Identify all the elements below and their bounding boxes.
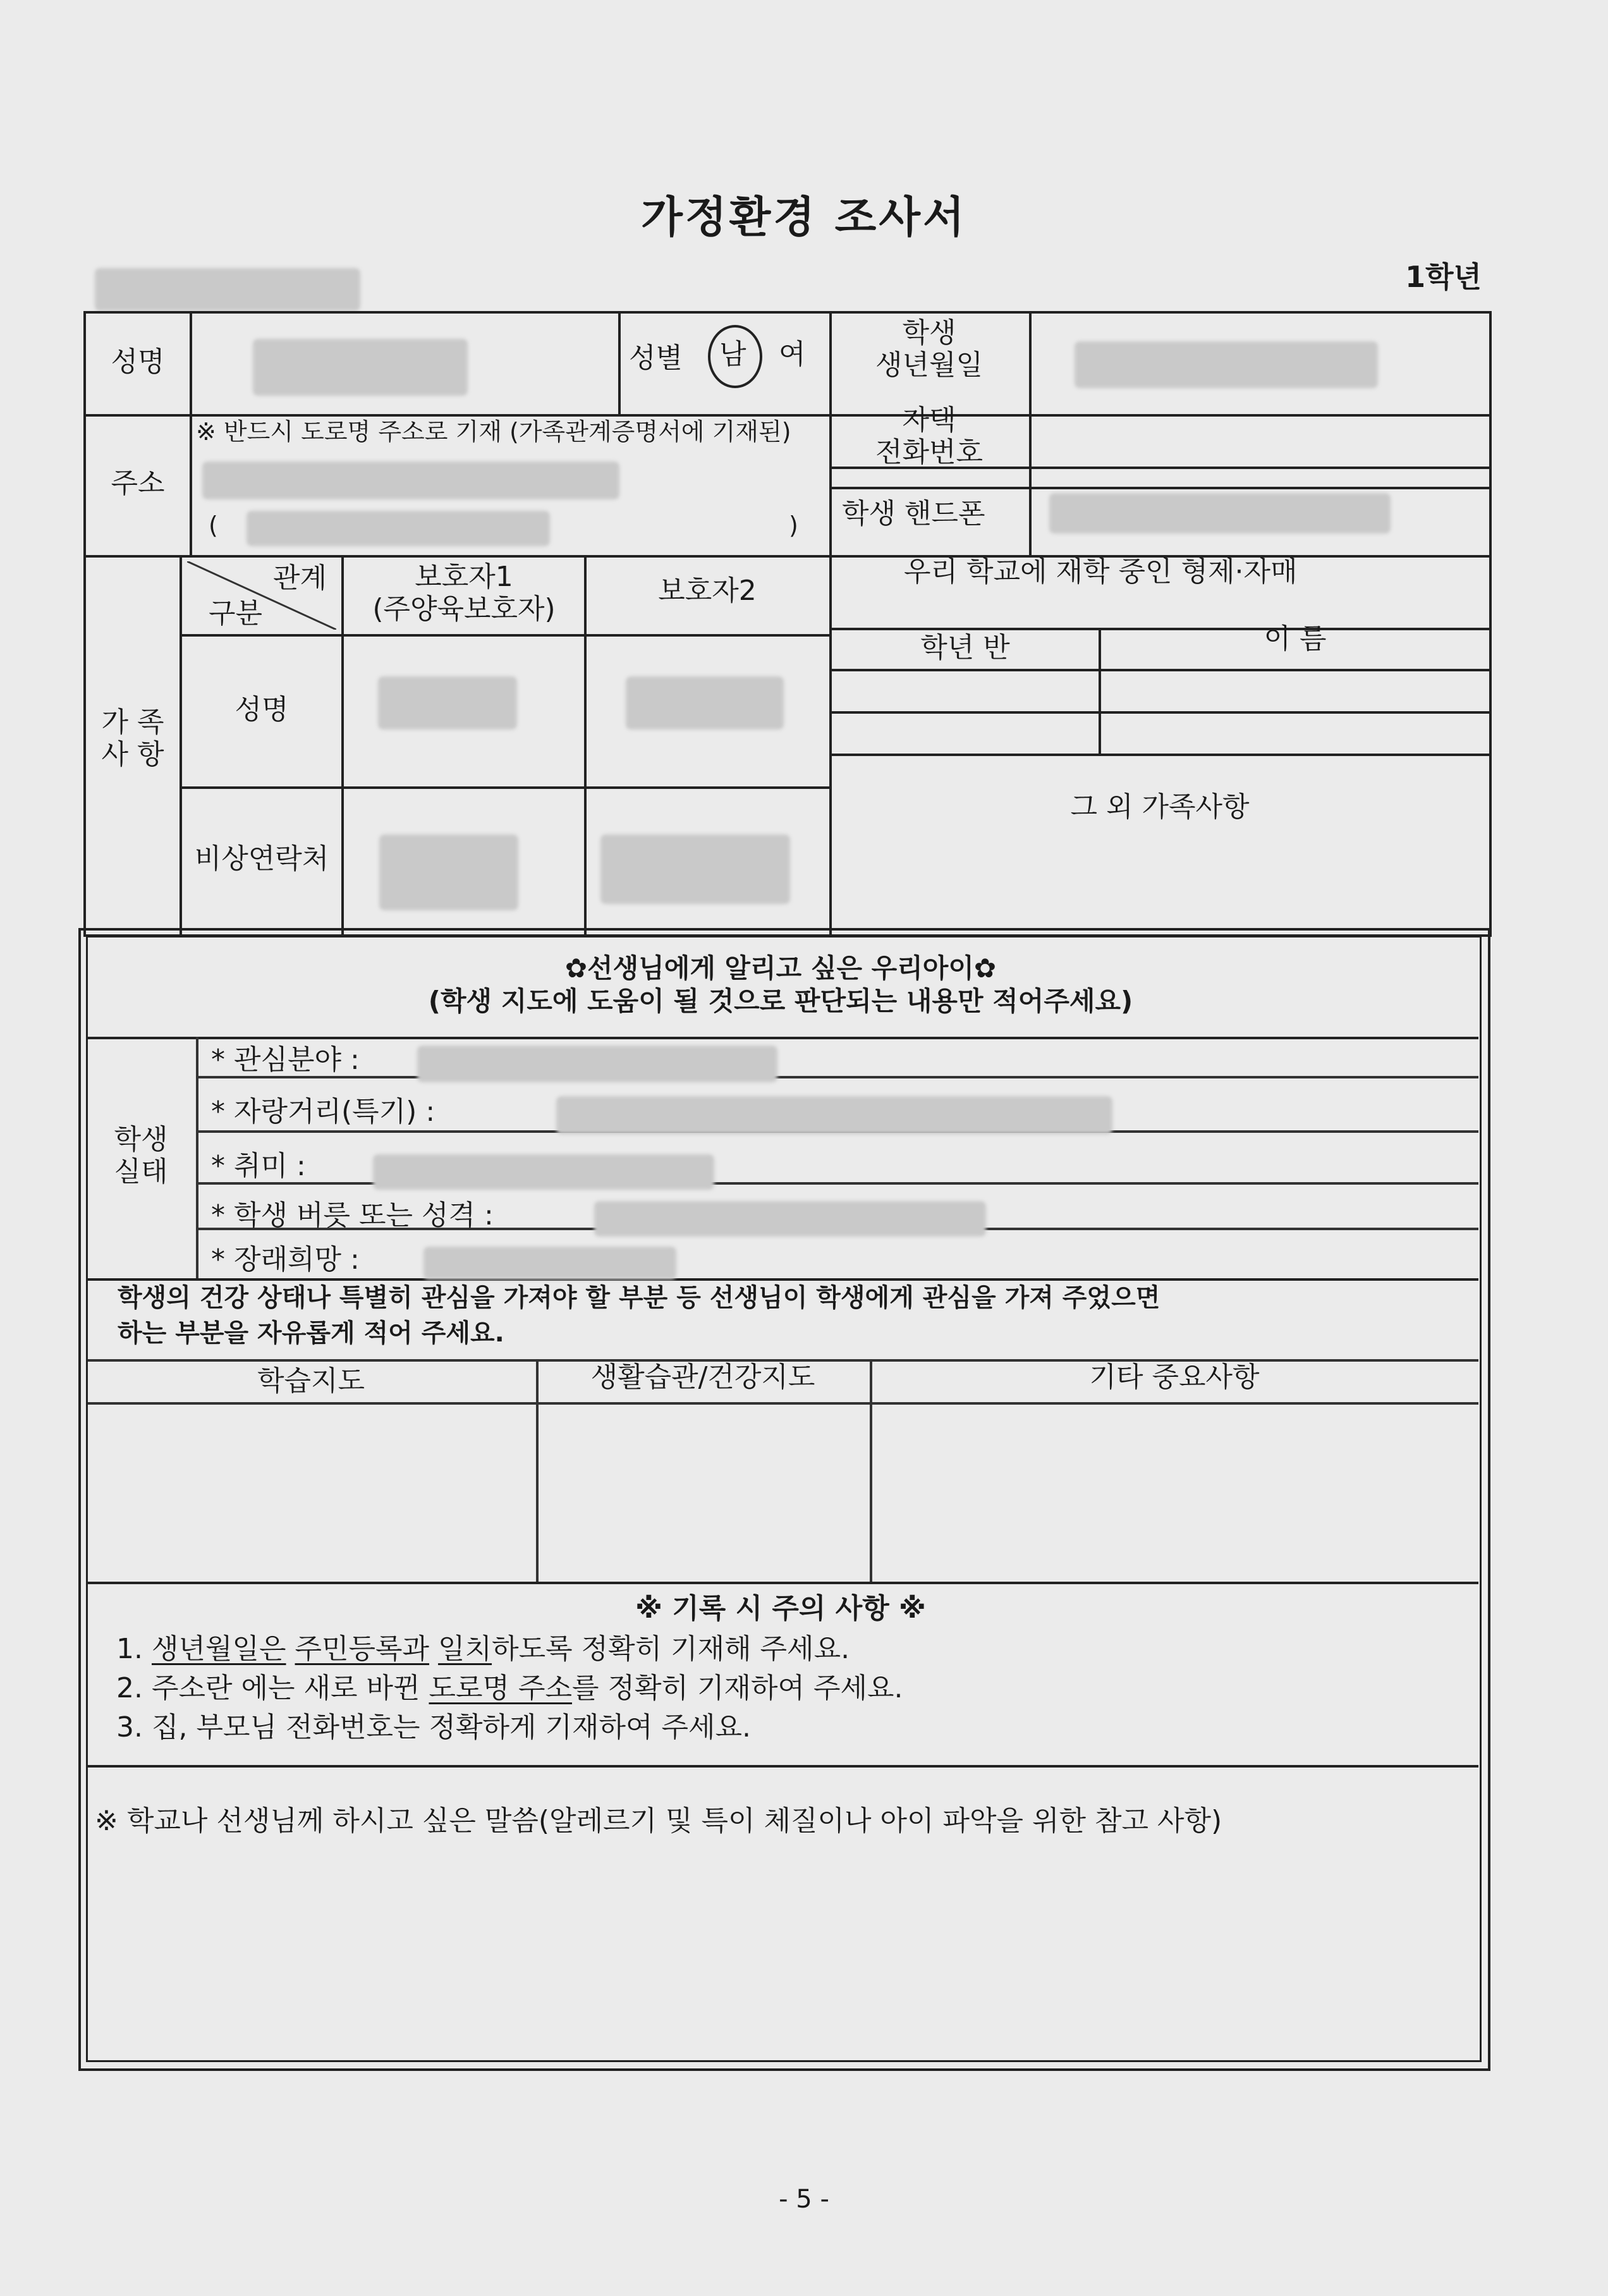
redacted-guardian2-name xyxy=(626,676,784,730)
redacted-guardian2-phone xyxy=(600,834,790,904)
gender-female-option[interactable]: 여 xyxy=(779,338,806,370)
redacted-future-dream xyxy=(423,1247,676,1279)
note-item-2: 2. 주소란 에는 새로 바뀐 도로명 주소를 정확히 기재하여 주세요. xyxy=(116,1672,903,1704)
redacted-interest xyxy=(417,1046,777,1082)
teacher-info-subtitle: (학생 지도에 도움이 될 것으로 판단되는 내용만 적어주세요) xyxy=(428,986,1133,1017)
page-number: - 5 - xyxy=(779,2185,829,2214)
notes-title: ※ 기록 시 주의 사항 ※ xyxy=(635,1592,926,1625)
study-guidance-header: 학습지도 xyxy=(257,1365,365,1397)
redacted-birthdate xyxy=(1075,341,1378,388)
redacted-address-line2 xyxy=(247,511,550,546)
future-dream-field: * 장래희망 : xyxy=(211,1243,360,1276)
family-section-label: 가 족 사 항 xyxy=(101,706,164,771)
redacted-address-line1 xyxy=(202,461,619,499)
address-paren-open: ( xyxy=(209,511,218,539)
personality-field: * 학생 버릇 또는 성격 : xyxy=(211,1199,494,1231)
hobby-field: * 취미 : xyxy=(211,1150,306,1182)
other-family-label: 그 외 가족사항 xyxy=(1070,791,1250,823)
redacted-student-name xyxy=(253,339,468,396)
mobile-label: 학생 핸드폰 xyxy=(842,498,985,530)
teacher-info-title: ✿선생님에게 알리고 싶은 우리아이✿ xyxy=(564,953,997,984)
health-note-line1: 학생의 건강 상태나 특별히 관심을 가져야 할 부분 등 선생님이 학생에게 관심을 가져 주었으면 xyxy=(118,1283,1160,1312)
home-phone-label: 자택 전화번호 xyxy=(875,404,983,468)
redacted-guardian1-phone xyxy=(379,834,518,910)
interest-field: * 관심분야 : xyxy=(211,1044,360,1076)
redacted-school-info xyxy=(95,268,360,311)
other-important-header: 기타 중요사항 xyxy=(1089,1361,1260,1393)
remarks-prompt: ※ 학교나 선생님께 하시고 싶은 말씀(알레르기 및 특이 체질이나 아이 파악을 위한 참고 사항) xyxy=(95,1805,1222,1837)
family-name-row-label: 성명 xyxy=(234,693,289,726)
health-note-line2: 하는 부분을 자유롭게 적어 주세요. xyxy=(118,1319,504,1348)
address-label: 주소 xyxy=(111,467,165,499)
siblings-name-header: 이 름 xyxy=(1264,623,1327,655)
redacted-hobby xyxy=(373,1154,714,1190)
birth-label: 학생 생년월일 xyxy=(875,317,983,381)
page-title: 가정환경 조사서 xyxy=(641,193,967,243)
redacted-mobile xyxy=(1049,493,1391,534)
siblings-title: 우리 학교에 재학 중인 형제·자매 xyxy=(904,556,1298,588)
gender-label: 성별 xyxy=(629,342,683,374)
siblings-grade-class-header: 학년 반 xyxy=(920,632,1010,664)
address-paren-close: ) xyxy=(789,511,798,539)
redacted-personality xyxy=(594,1201,986,1237)
name-label: 성명 xyxy=(111,346,165,378)
talent-field: * 자랑거리(특기) : xyxy=(211,1096,436,1128)
grade-label: 1학년 xyxy=(1405,260,1482,294)
student-status-label: 학생 실태 xyxy=(114,1123,168,1188)
redacted-guardian1-name xyxy=(378,676,517,730)
note-item-3: 3. 집, 부모님 전화번호는 정확하게 기재하여 주세요. xyxy=(116,1711,751,1743)
relation-header: 관계 xyxy=(273,562,327,594)
emergency-contact-label: 비상연락처 xyxy=(194,843,329,875)
category-header: 구분 xyxy=(209,597,263,630)
redacted-talent xyxy=(556,1096,1112,1134)
guardian1-header: 보호자1 (주양육보호자) xyxy=(372,561,556,625)
address-note: ※ 반드시 도로명 주소로 기재 (가족관계증명서에 기재된) xyxy=(196,418,791,446)
note-item-1: 1. 생년월일은 주민등록과 일치하도록 정확히 기재해 주세요. xyxy=(116,1633,850,1665)
guardian2-header: 보호자2 xyxy=(658,575,757,607)
gender-male-option[interactable]: 남 xyxy=(719,338,746,370)
habits-health-header: 생활습관/건강지도 xyxy=(590,1361,815,1393)
